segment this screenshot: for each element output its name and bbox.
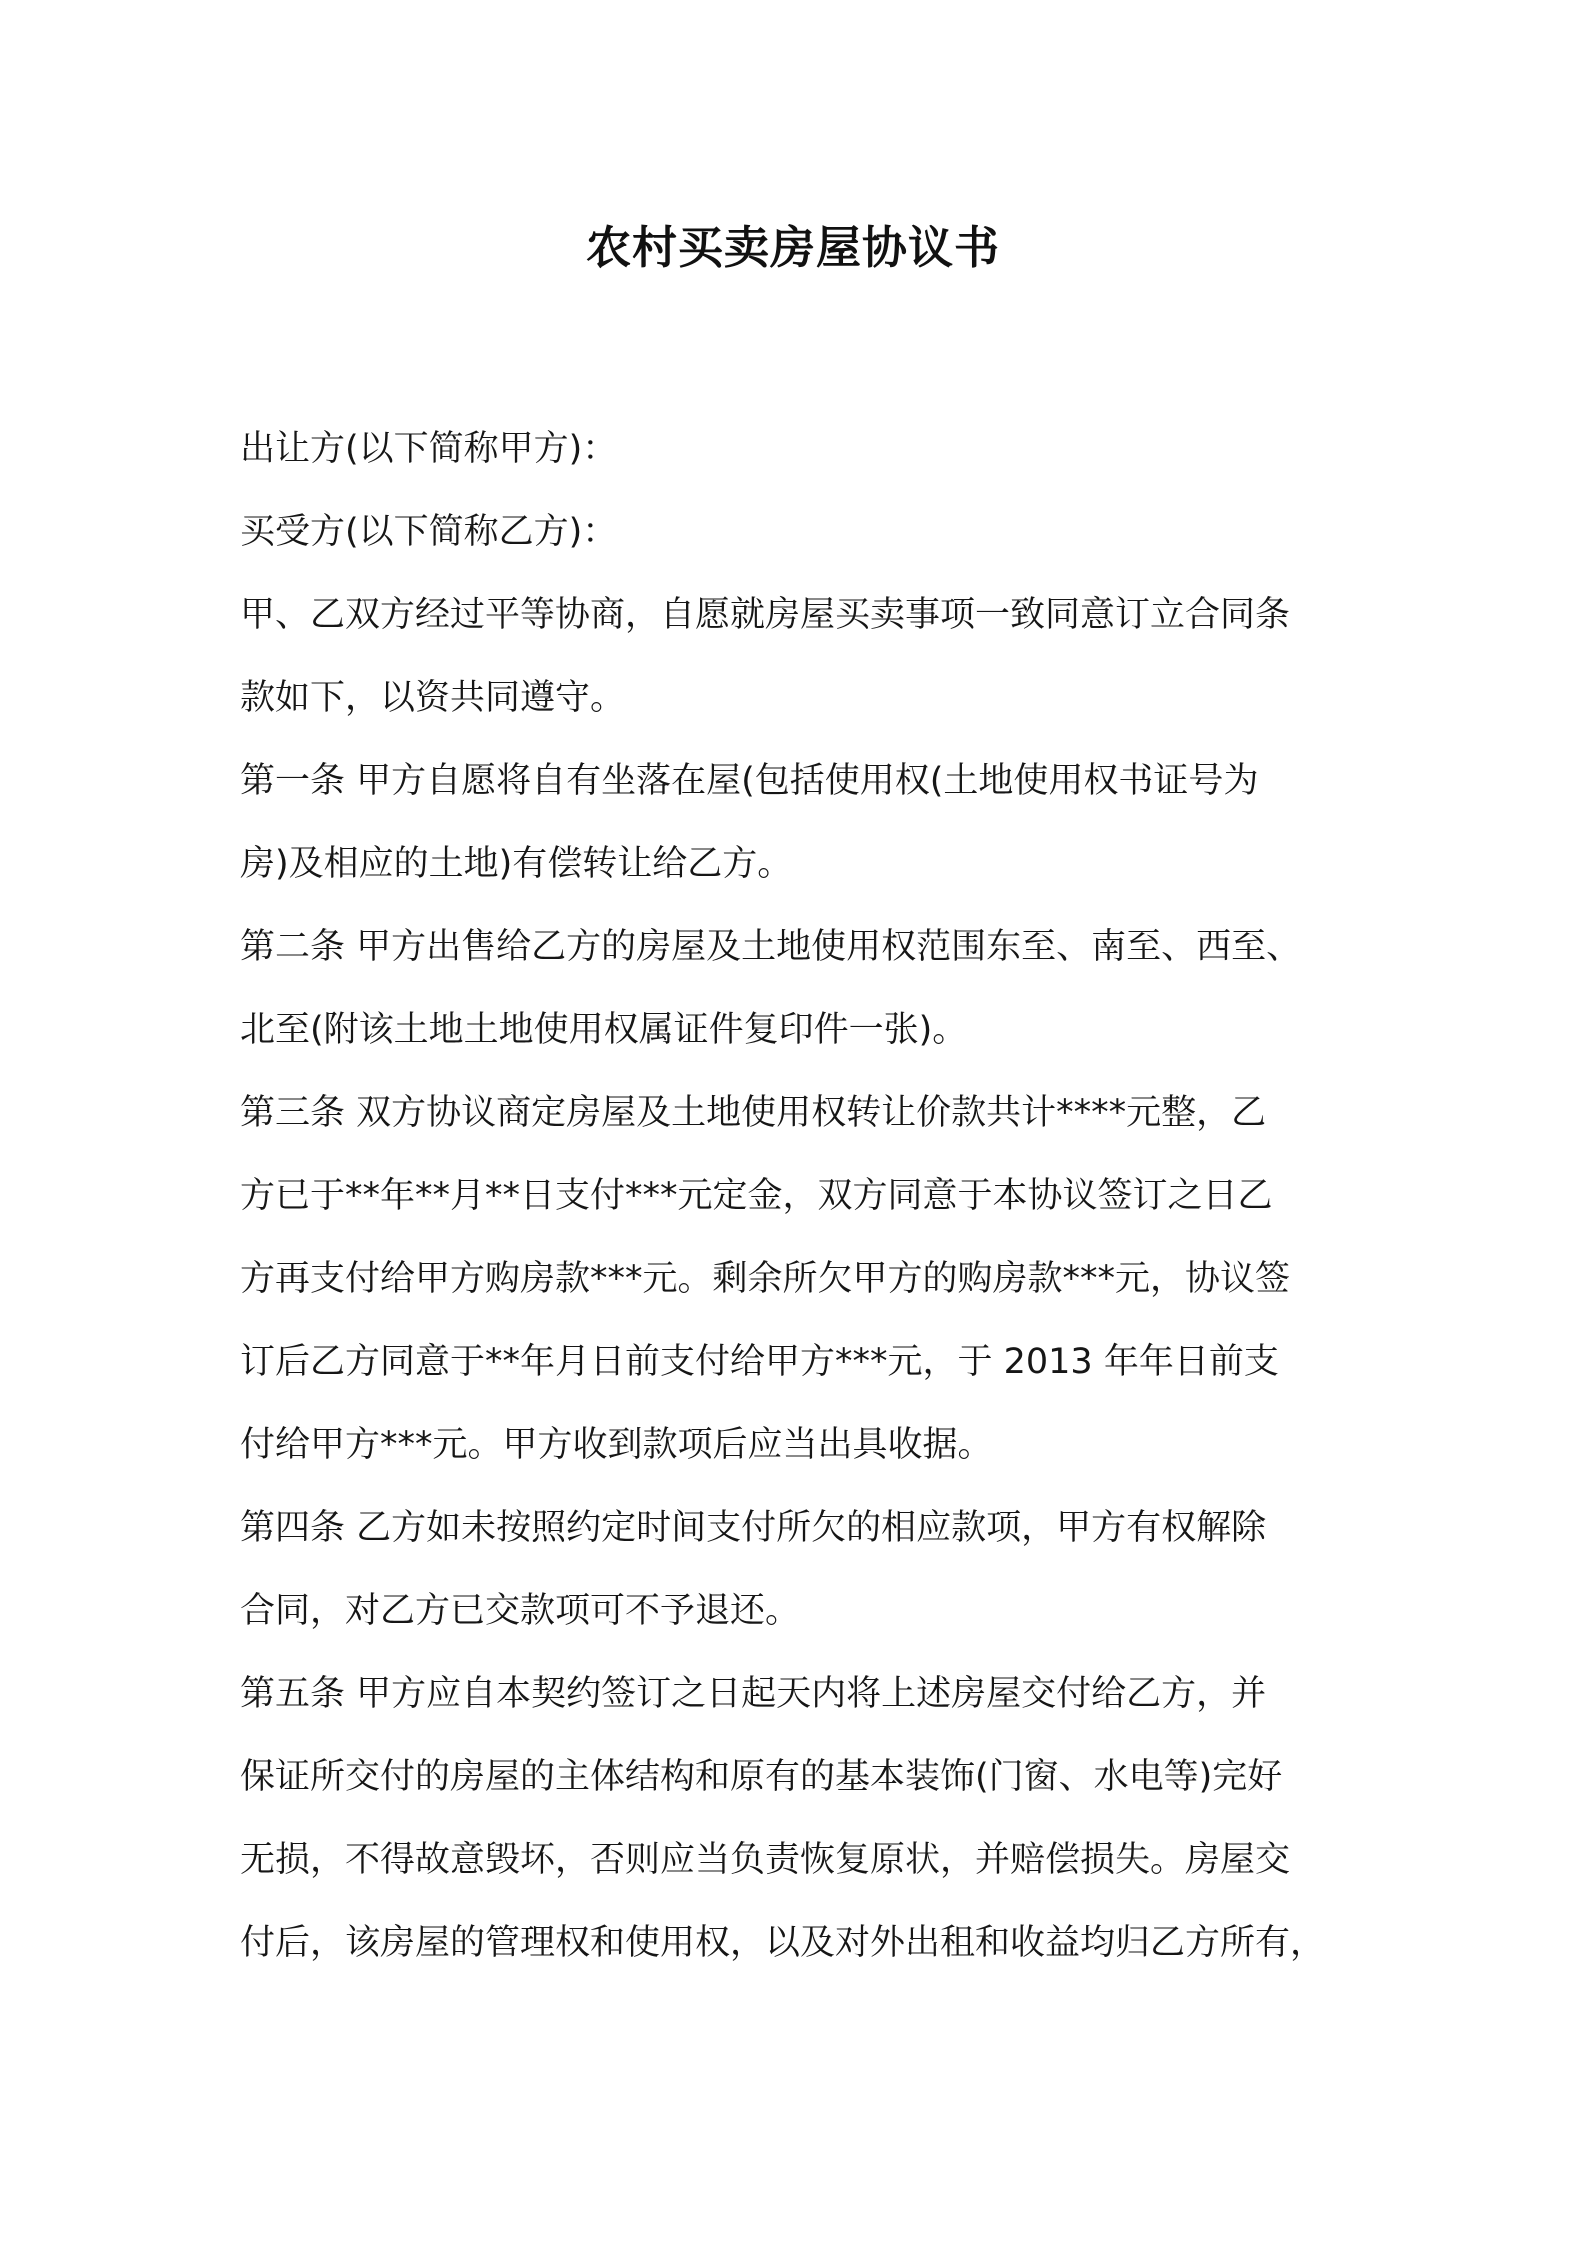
body-line-preamble-1: 甲、乙双方经过平等协商，自愿就房屋买卖事项一致同意订立合同条 xyxy=(240,595,1291,635)
body-line-party-b: 买受方(以下简称乙方)： xyxy=(240,512,618,552)
body-line-article-1-a: 第一条 甲方自愿将自有坐落在屋(包括使用权(土地使用权书证号为 xyxy=(240,761,1259,801)
body-line-article-3-e: 付给甲方***元。甲方收到款项后应当出具收据。 xyxy=(240,1425,993,1465)
body-line-article-5-d: 付后，该房屋的管理权和使用权，以及对外出租和收益均归乙方所有， xyxy=(240,1923,1326,1963)
body-line-article-3-c: 方再支付给甲方购房款***元。剩余所欠甲方的购房款***元，协议签 xyxy=(240,1259,1291,1299)
body-line-party-a: 出让方(以下简称甲方)： xyxy=(240,429,618,469)
body-line-article-5-b: 保证所交付的房屋的主体结构和原有的基本装饰(门窗、水电等)完好 xyxy=(240,1757,1283,1797)
body-line-article-4-b: 合同，对乙方已交款项可不予退还。 xyxy=(240,1591,801,1631)
body-line-article-2-b: 北至(附该土地土地使用权属证件复印件一张)。 xyxy=(240,1010,968,1050)
body-line-preamble-2: 款如下，以资共同遵守。 xyxy=(240,678,626,718)
body-line-article-3-b: 方已于**年**月**日支付***元定金，双方同意于本协议签订之日乙 xyxy=(240,1176,1273,1216)
body-line-article-3-d: 订后乙方同意于**年月日前支付给甲方***元，于 2013 年年日前支 xyxy=(240,1342,1279,1382)
body-line-article-1-b: 房)及相应的土地)有偿转让给乙方。 xyxy=(240,844,793,884)
body-line-article-3-a: 第三条 双方协议商定房屋及土地使用权转让价款共计****元整，乙 xyxy=(240,1093,1267,1133)
body-line-article-5-c: 无损，不得故意毁坏，否则应当负责恢复原状，并赔偿损失。房屋交 xyxy=(240,1840,1291,1880)
body-line-article-5-a: 第五条 甲方应自本契约签订之日起天内将上述房屋交付给乙方，并 xyxy=(240,1674,1267,1714)
body-line-article-2-a: 第二条 甲方出售给乙方的房屋及土地使用权范围东至、南至、西至、 xyxy=(240,927,1302,967)
body-line-article-4-a: 第四条 乙方如未按照约定时间支付所欠的相应款项，甲方有权解除 xyxy=(240,1508,1267,1548)
document-title: 农村买卖房屋协议书 xyxy=(585,221,1000,274)
document-body xyxy=(240,408,1360,1985)
